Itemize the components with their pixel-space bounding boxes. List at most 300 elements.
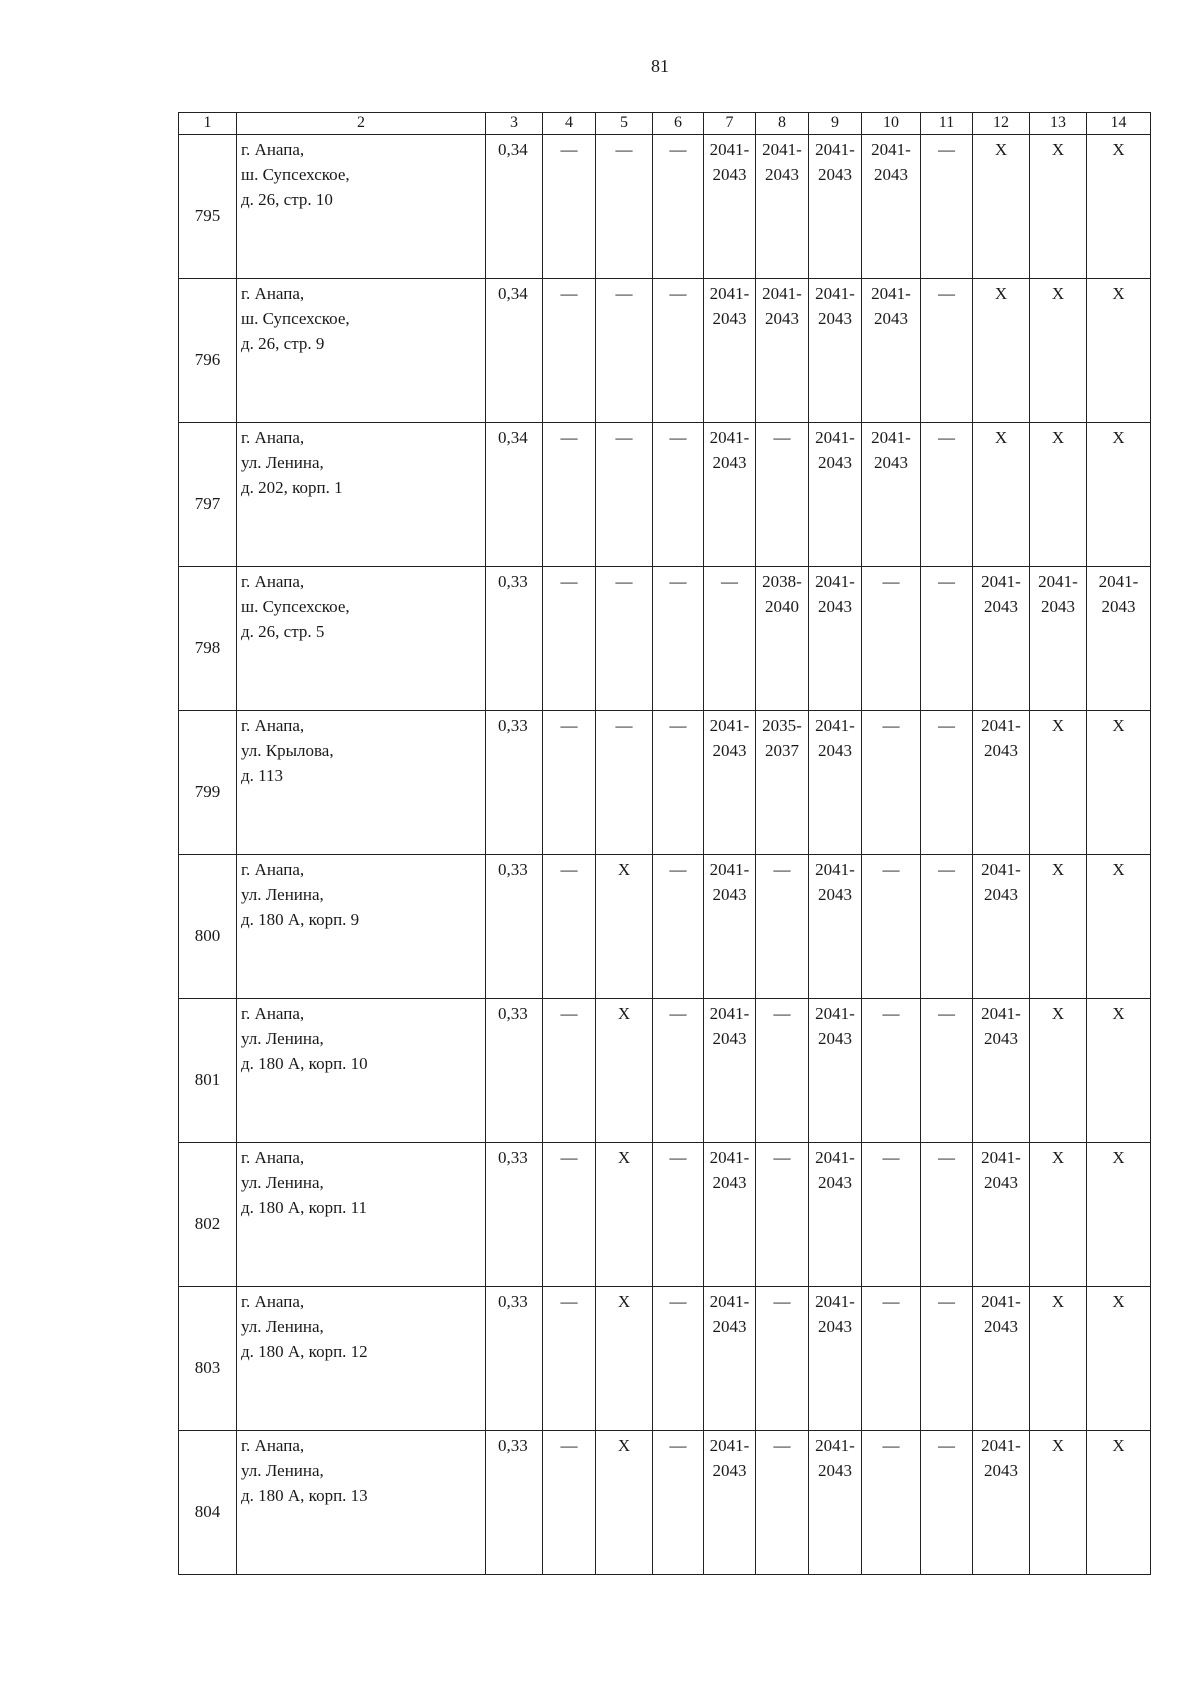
cell-value: — xyxy=(882,1148,900,1167)
address-cell xyxy=(237,1431,486,1575)
schedule-cell xyxy=(921,855,973,999)
schedule-cell xyxy=(1030,855,1087,999)
area-cell: 0,33 xyxy=(486,567,543,711)
cell-value: — xyxy=(615,140,633,159)
cell-value: X xyxy=(1112,1148,1125,1167)
row-number: 799 xyxy=(179,711,237,855)
schedule-cell xyxy=(1087,135,1151,279)
schedule-cell xyxy=(1030,711,1087,855)
address-line: д. 180 А, корп. 11 xyxy=(241,1198,368,1217)
cell-value: — xyxy=(669,140,687,159)
schedule-cell xyxy=(543,135,596,279)
schedule-cell xyxy=(756,1287,809,1431)
cell-value: 2035- xyxy=(762,716,802,735)
schedule-cell xyxy=(756,423,809,567)
schedule-cell xyxy=(1030,135,1087,279)
schedule-cell xyxy=(704,999,756,1143)
cell-value: — xyxy=(882,1004,900,1023)
cell-value: — xyxy=(938,1004,955,1023)
cell-value: 2043 xyxy=(984,885,1018,904)
cell-value: — xyxy=(560,428,578,447)
cell-value: — xyxy=(560,284,578,303)
cell-value: 2043 xyxy=(984,1173,1018,1192)
cell-value: 2041- xyxy=(815,572,855,591)
schedule-cell xyxy=(653,567,704,711)
cell-value: 2041- xyxy=(815,1292,855,1311)
schedule-cell xyxy=(704,423,756,567)
schedule-cell xyxy=(653,855,704,999)
table-row xyxy=(179,711,1151,855)
schedule-cell xyxy=(596,711,653,855)
column-header: 1 xyxy=(179,113,237,135)
schedule-cell xyxy=(704,135,756,279)
address-line: г. Анапа, xyxy=(241,1148,305,1167)
cell-value: X xyxy=(994,284,1008,303)
schedule-cell xyxy=(862,423,921,567)
area-cell: 0,33 xyxy=(486,1143,543,1287)
cell-value: 2041- xyxy=(871,428,911,447)
cell-value: — xyxy=(615,284,633,303)
cell-value: 2043 xyxy=(712,741,747,760)
row-number: 796 xyxy=(179,279,237,423)
address-line: г. Анапа, xyxy=(241,860,305,879)
schedule-cell xyxy=(756,567,809,711)
schedule-cell xyxy=(1087,999,1151,1143)
schedule-cell xyxy=(543,1431,596,1575)
cell-value: — xyxy=(938,860,955,879)
cell-value: — xyxy=(560,572,578,591)
cell-value: 2041- xyxy=(709,428,750,447)
row-number: 803 xyxy=(179,1287,237,1431)
cell-value: 2043 xyxy=(874,165,908,184)
schedule-cell xyxy=(596,855,653,999)
schedule-cell xyxy=(1030,1287,1087,1431)
schedule-cell xyxy=(973,855,1030,999)
row-number: 802 xyxy=(179,1143,237,1287)
schedule-cell xyxy=(1030,999,1087,1143)
row-number: 801 xyxy=(179,999,237,1143)
schedule-cell xyxy=(543,855,596,999)
cell-value: — xyxy=(938,284,955,303)
row-number: 798 xyxy=(179,567,237,711)
schedule-cell xyxy=(921,711,973,855)
schedule-cell xyxy=(1087,711,1151,855)
cell-value: X xyxy=(1051,140,1065,159)
address-cell xyxy=(237,1143,486,1287)
cell-value: — xyxy=(938,572,955,591)
schedule-cell xyxy=(1087,855,1151,999)
cell-value: X xyxy=(1112,1436,1125,1455)
address-line: д. 180 А, корп. 13 xyxy=(241,1486,368,1505)
address-line: г. Анапа, xyxy=(241,140,305,159)
cell-value: X xyxy=(1051,1148,1065,1167)
row-number: 800 xyxy=(179,855,237,999)
schedule-cell xyxy=(653,711,704,855)
cell-value: X xyxy=(1112,428,1125,447)
schedule-cell xyxy=(862,1143,921,1287)
cell-value: 2043 xyxy=(1041,597,1075,616)
cell-value: 2043 xyxy=(712,885,747,904)
cell-value: X xyxy=(1051,428,1065,447)
schedule-cell xyxy=(862,567,921,711)
schedule-cell xyxy=(809,711,862,855)
schedule-cell xyxy=(921,567,973,711)
column-header: 12 xyxy=(973,113,1030,135)
cell-value: 2043 xyxy=(818,1317,852,1336)
table-row xyxy=(179,855,1151,999)
cell-value: X xyxy=(617,1148,631,1167)
schedule-cell xyxy=(973,1143,1030,1287)
column-header: 5 xyxy=(596,113,653,135)
cell-value: 2041- xyxy=(815,140,855,159)
cell-value: 2041- xyxy=(981,572,1021,591)
schedule-cell xyxy=(862,279,921,423)
cell-value: 2043 xyxy=(1101,597,1136,616)
schedule-cell xyxy=(921,1287,973,1431)
cell-value: — xyxy=(938,716,955,735)
schedule-cell xyxy=(921,1431,973,1575)
schedule-cell xyxy=(862,135,921,279)
column-header: 13 xyxy=(1030,113,1087,135)
cell-value: — xyxy=(615,716,633,735)
cell-value: 2041- xyxy=(1098,572,1139,591)
area-cell: 0,34 xyxy=(486,423,543,567)
schedule-cell xyxy=(809,855,862,999)
table-row xyxy=(179,999,1151,1143)
cell-value: 2043 xyxy=(818,597,852,616)
schedule-cell xyxy=(543,1287,596,1431)
cell-value: X xyxy=(1112,1292,1125,1311)
address-cell xyxy=(237,135,486,279)
schedule-cell xyxy=(653,1143,704,1287)
cell-value: — xyxy=(669,1436,687,1455)
schedule-cell xyxy=(596,1431,653,1575)
schedule-cell xyxy=(704,1431,756,1575)
schedule-cell xyxy=(809,567,862,711)
cell-value: 2043 xyxy=(712,165,747,184)
schedule-cell xyxy=(653,1287,704,1431)
schedule-cell xyxy=(862,855,921,999)
address-line: д. 26, стр. 5 xyxy=(241,622,325,641)
cell-value: — xyxy=(773,1292,791,1311)
row-number: 797 xyxy=(179,423,237,567)
cell-value: — xyxy=(560,140,578,159)
page-number: 81 xyxy=(651,56,669,76)
cell-value: — xyxy=(560,860,578,879)
area-cell: 0,33 xyxy=(486,999,543,1143)
cell-value: — xyxy=(773,1004,791,1023)
cell-value: X xyxy=(994,428,1008,447)
cell-value: — xyxy=(938,140,955,159)
cell-value: 2041- xyxy=(815,860,855,879)
address-line: ш. Супсехское, xyxy=(241,597,350,616)
address-cell xyxy=(237,567,486,711)
schedule-cell xyxy=(596,567,653,711)
schedule-cell xyxy=(809,279,862,423)
schedule-cell xyxy=(809,1431,862,1575)
table-row xyxy=(179,135,1151,279)
schedule-cell xyxy=(973,999,1030,1143)
schedule-cell xyxy=(1087,1287,1151,1431)
address-line: г. Анапа, xyxy=(241,428,305,447)
schedule-cell xyxy=(973,1431,1030,1575)
cell-value: 2041- xyxy=(981,860,1021,879)
cell-value: X xyxy=(617,860,631,879)
column-header: 7 xyxy=(704,113,756,135)
cell-value: — xyxy=(882,1292,900,1311)
cell-value: 2041- xyxy=(871,140,911,159)
cell-value: — xyxy=(560,1292,578,1311)
cell-value: — xyxy=(669,572,687,591)
address-line: ул. Ленина, xyxy=(241,885,324,904)
schedule-cell xyxy=(1087,423,1151,567)
address-line: д. 180 А, корп. 9 xyxy=(241,910,360,929)
cell-value: 2041- xyxy=(981,1004,1021,1023)
cell-value: — xyxy=(560,716,578,735)
cell-value: X xyxy=(1051,860,1065,879)
schedule-cell xyxy=(973,711,1030,855)
cell-value: — xyxy=(773,428,791,447)
schedule-cell xyxy=(921,999,973,1143)
cell-value: — xyxy=(773,1436,791,1455)
cell-value: 2043 xyxy=(984,741,1018,760)
schedule-cell xyxy=(921,423,973,567)
column-header: 10 xyxy=(862,113,921,135)
schedule-cell xyxy=(1087,1431,1151,1575)
cell-value: — xyxy=(560,1148,578,1167)
cell-value: 2041- xyxy=(815,716,855,735)
address-line: ш. Супсехское, xyxy=(241,165,350,184)
schedule-cell xyxy=(921,135,973,279)
schedule-cell xyxy=(756,135,809,279)
schedule-cell xyxy=(1030,279,1087,423)
area-cell: 0,33 xyxy=(486,855,543,999)
schedule-cell xyxy=(1030,567,1087,711)
table-row xyxy=(179,423,1151,567)
table-row xyxy=(179,279,1151,423)
area-cell: 0,34 xyxy=(486,135,543,279)
schedule-cell xyxy=(756,855,809,999)
cell-value: 2041- xyxy=(1038,572,1078,591)
cell-value: 2043 xyxy=(712,1029,747,1048)
cell-value: — xyxy=(938,1436,955,1455)
cell-value: — xyxy=(882,716,900,735)
schedule-cell xyxy=(921,279,973,423)
schedule-cell xyxy=(704,855,756,999)
schedule-cell xyxy=(596,423,653,567)
column-header: 6 xyxy=(653,113,704,135)
address-line: ул. Ленина, xyxy=(241,453,324,472)
cell-value: 2043 xyxy=(874,453,908,472)
schedule-cell xyxy=(543,423,596,567)
schedule-cell xyxy=(973,279,1030,423)
schedule-cell xyxy=(756,1431,809,1575)
cell-value: 2043 xyxy=(984,1317,1018,1336)
address-cell xyxy=(237,423,486,567)
cell-value: 2038- xyxy=(762,572,802,591)
table-row xyxy=(179,1431,1151,1575)
schedule-cell xyxy=(973,135,1030,279)
address-line: г. Анапа, xyxy=(241,716,305,735)
schedule-cell xyxy=(973,423,1030,567)
cell-value: 2041- xyxy=(762,284,802,303)
address-line: д. 202, корп. 1 xyxy=(241,478,343,497)
cell-value: — xyxy=(882,860,900,879)
cell-value: 2041- xyxy=(981,1436,1021,1455)
cell-value: 2043 xyxy=(818,1173,852,1192)
schedule-cell xyxy=(704,567,756,711)
cell-value: 2041- xyxy=(871,284,911,303)
address-cell xyxy=(237,279,486,423)
cell-value: X xyxy=(1112,860,1125,879)
schedule-cell xyxy=(704,1143,756,1287)
schedule-cell xyxy=(809,1143,862,1287)
cell-value: 2043 xyxy=(984,1461,1018,1480)
schedule-cell xyxy=(596,135,653,279)
schedule-cell xyxy=(1087,279,1151,423)
cell-value: — xyxy=(882,1436,900,1455)
cell-value: 2043 xyxy=(818,165,852,184)
column-header: 3 xyxy=(486,113,543,135)
cell-value: 2037 xyxy=(765,741,799,760)
cell-value: 2041- xyxy=(981,1148,1021,1167)
schedule-cell xyxy=(596,999,653,1143)
schedule-cell xyxy=(1030,1431,1087,1575)
cell-value: 2043 xyxy=(712,1173,747,1192)
cell-value: — xyxy=(882,572,900,591)
cell-value: 2043 xyxy=(818,741,852,760)
cell-value: — xyxy=(560,1436,578,1455)
cell-value: 2043 xyxy=(712,1461,747,1480)
column-header: 9 xyxy=(809,113,862,135)
cell-value: — xyxy=(669,716,687,735)
cell-value: — xyxy=(669,860,687,879)
schedule-cell xyxy=(653,279,704,423)
cell-value: 2043 xyxy=(984,597,1018,616)
schedule-cell xyxy=(756,999,809,1143)
cell-value: — xyxy=(938,428,955,447)
address-line: ул. Ленина, xyxy=(241,1317,324,1336)
address-line: ул. Крылова, xyxy=(241,741,334,760)
address-cell xyxy=(237,1287,486,1431)
cell-value: 2041- xyxy=(709,1436,750,1455)
address-line: д. 26, стр. 10 xyxy=(241,190,333,209)
cell-value: X xyxy=(1051,716,1065,735)
address-line: д. 180 А, корп. 12 xyxy=(241,1342,368,1361)
cell-value: 2041- xyxy=(709,1004,750,1023)
schedule-cell xyxy=(756,711,809,855)
address-line: ш. Супсехское, xyxy=(241,309,350,328)
schedule-cell xyxy=(653,135,704,279)
schedule-cell xyxy=(756,279,809,423)
schedule-cell xyxy=(973,567,1030,711)
column-header: 2 xyxy=(237,113,486,135)
address-line: г. Анапа, xyxy=(241,284,305,303)
row-number: 804 xyxy=(179,1431,237,1575)
schedule-cell xyxy=(543,279,596,423)
schedule-cell xyxy=(596,1287,653,1431)
schedule-cell xyxy=(543,567,596,711)
table-row xyxy=(179,567,1151,711)
schedule-cell xyxy=(809,135,862,279)
cell-value: 2043 xyxy=(818,453,852,472)
area-cell: 0,34 xyxy=(486,279,543,423)
cell-value: — xyxy=(938,1292,955,1311)
cell-value: 2043 xyxy=(712,453,747,472)
cell-value: 2043 xyxy=(818,885,852,904)
address-line: ул. Ленина, xyxy=(241,1029,324,1048)
address-line: д. 26, стр. 9 xyxy=(241,334,325,353)
cell-value: X xyxy=(1112,140,1125,159)
cell-value: 2041- xyxy=(709,716,750,735)
schedule-cell xyxy=(1087,567,1151,711)
cell-value: X xyxy=(1112,284,1125,303)
row-number: 795 xyxy=(179,135,237,279)
schedule-cell xyxy=(809,999,862,1143)
cell-value: — xyxy=(560,1004,578,1023)
schedule-cell xyxy=(1087,1143,1151,1287)
address-cell xyxy=(237,999,486,1143)
schedule-cell xyxy=(653,999,704,1143)
cell-value: 2041- xyxy=(981,716,1021,735)
schedule-cell xyxy=(862,711,921,855)
schedule-cell xyxy=(653,1431,704,1575)
cell-value: 2041- xyxy=(709,1148,750,1167)
address-line: д. 113 xyxy=(241,766,284,785)
cell-value: X xyxy=(1051,1292,1065,1311)
address-line: г. Анапа, xyxy=(241,572,305,591)
cell-value: 2043 xyxy=(984,1029,1018,1048)
address-line: г. Анапа, xyxy=(241,1004,305,1023)
cell-value: 2041- xyxy=(709,284,750,303)
cell-value: 2043 xyxy=(712,309,747,328)
cell-value: — xyxy=(773,860,791,879)
address-line: ул. Ленина, xyxy=(241,1461,324,1480)
cell-value: 2043 xyxy=(818,1029,852,1048)
cell-value: 2041- xyxy=(815,284,855,303)
cell-value: 2041- xyxy=(709,1292,750,1311)
schedule-cell xyxy=(704,279,756,423)
building-schedule-table xyxy=(178,112,1151,1575)
cell-value: 2041- xyxy=(815,1004,855,1023)
cell-value: — xyxy=(669,1148,687,1167)
cell-value: — xyxy=(938,1148,955,1167)
area-cell: 0,33 xyxy=(486,711,543,855)
cell-value: 2041- xyxy=(981,1292,1021,1311)
cell-value: X xyxy=(1051,1004,1065,1023)
cell-value: — xyxy=(669,1004,687,1023)
address-cell xyxy=(237,855,486,999)
cell-value: X xyxy=(617,1436,631,1455)
cell-value: — xyxy=(669,428,687,447)
cell-value: — xyxy=(615,572,633,591)
schedule-cell xyxy=(809,423,862,567)
cell-value: X xyxy=(1112,1004,1125,1023)
area-cell: 0,33 xyxy=(486,1287,543,1431)
schedule-cell xyxy=(862,1431,921,1575)
schedule-cell xyxy=(1030,1143,1087,1287)
table-row xyxy=(179,1143,1151,1287)
schedule-cell xyxy=(543,1143,596,1287)
cell-value: X xyxy=(617,1004,631,1023)
column-header: 14 xyxy=(1087,113,1151,135)
cell-value: 2041- xyxy=(709,140,750,159)
cell-value: — xyxy=(773,1148,791,1167)
cell-value: — xyxy=(615,428,633,447)
cell-value: 2040 xyxy=(765,597,799,616)
address-line: ул. Ленина, xyxy=(241,1173,324,1192)
cell-value: 2041- xyxy=(815,1436,855,1455)
